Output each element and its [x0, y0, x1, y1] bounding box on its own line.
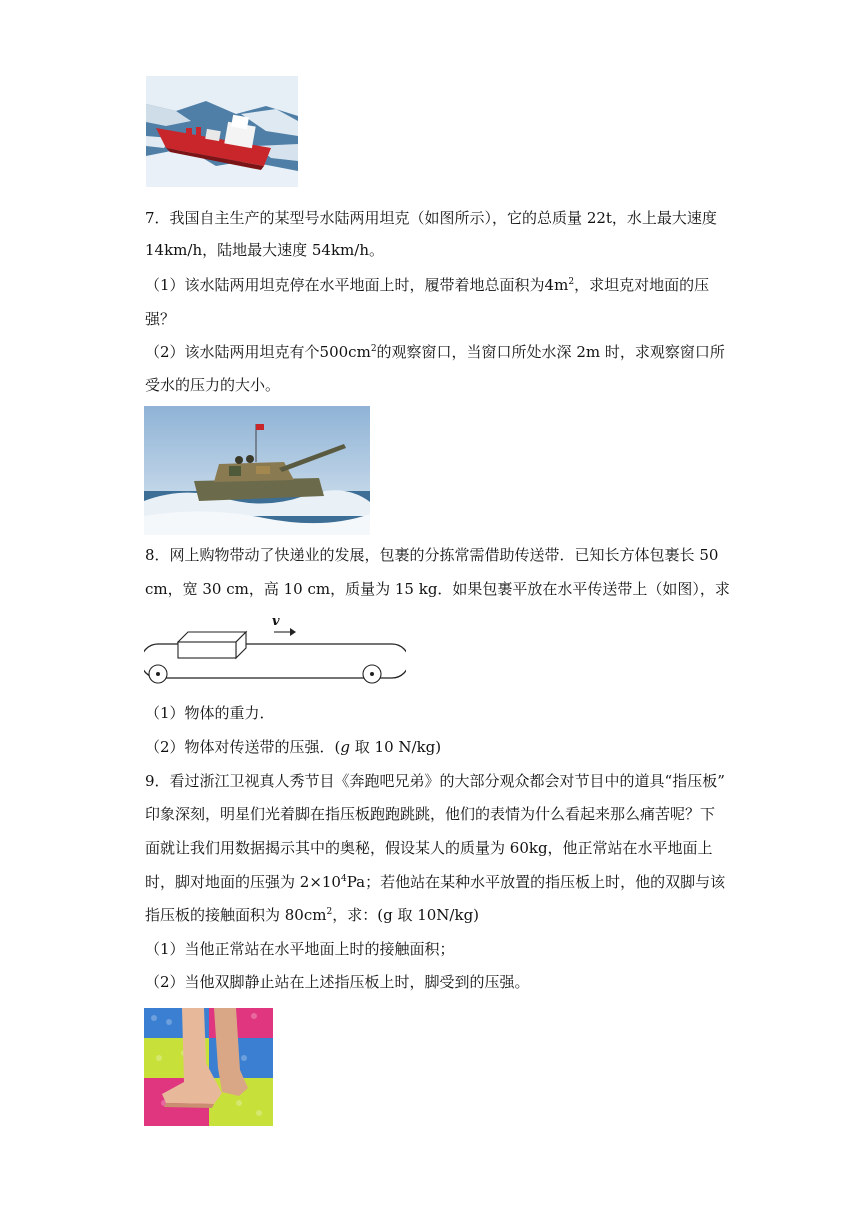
q9-line5-text-b: ，求：(g 取 10N/kg) [332, 906, 480, 924]
q7-part2-text-b: 的观察窗口，当窗口所处水深 2m 时，求观察窗口所 [376, 343, 725, 361]
q7-part1-area: 4m [544, 276, 569, 294]
q7-part2-text: （2）该水陆两用坦克有个 [145, 343, 320, 361]
q9-line2: 印象深刻，明星们光着脚在指压板跑跑跳跳，他们的表情为什么看起来那么痛苦呢？下 [145, 805, 716, 823]
q8-line2: cm，宽 30 cm，高 10 cm，质量为 15 kg．如果包裹平放在水平传送带上（如图），求 [145, 580, 730, 598]
q8-part2-text-b: 取 10 N/kg) [350, 738, 442, 756]
velocity-label: v [272, 614, 280, 629]
q7-part2-cont: 受水的压力的大小。 [145, 376, 281, 394]
q8-part2-g: g [340, 738, 351, 756]
q7-part2-window: 500cm [319, 343, 371, 361]
q9-part1: （1）当他正常站在水平地面上时的接触面积； [145, 940, 455, 958]
q8-part2 [145, 737, 441, 757]
acupressure-mat-photo [144, 1008, 273, 1126]
q9-line3: 面就让我们用数据揭示其中的奥秘，假设某人的质量为 60kg，他正常站在水平地面上 [145, 839, 713, 857]
q9-line4 [145, 872, 725, 892]
q7-part1-exp: 2 [568, 277, 575, 287]
q8-line1: 8．网上购物带动了快递业的发展，包裹的分拣常需借助传送带．已知长方体包裹长 50 [145, 546, 719, 564]
q9-line4-exp: 4 [340, 874, 347, 884]
icebreaker-ship-photo [146, 76, 298, 187]
q7-part2 [145, 342, 725, 362]
amphibious-tank-photo [144, 406, 370, 535]
q7-line2: 14km/h，陆地最大速度 54km/h。 [145, 241, 384, 259]
q8-part1: （1）物体的重力． [145, 704, 275, 722]
q7-part1 [145, 275, 709, 295]
q7-part1-cont: 强？ [145, 310, 176, 328]
q9-line1: 9．看过浙江卫视真人秀节目《奔跑吧兄弟》的大部分观众都会对节目中的道具“指压板” [145, 772, 725, 790]
q7-part1-text: （1）该水陆两用坦克停在水平地面上时，履带着地总面积为 [145, 276, 545, 294]
q7-part1-text-b: ，求坦克对地面的压 [574, 276, 710, 294]
conveyor-belt-diagram [144, 614, 406, 694]
q9-part2: （2）当他双脚静止站在上述指压板上时，脚受到的压强。 [145, 973, 530, 991]
q9-line5-exp: 2 [326, 907, 333, 917]
q8-part2-text: （2）物体对传送带的压强．( [145, 738, 341, 756]
q9-line4-text-b: Pa；若他站在某种水平放置的指压板上时，他的双脚与该 [346, 873, 726, 891]
q9-line5-text: 指压板的接触面积为 80cm [145, 906, 327, 924]
q9-line5 [145, 905, 479, 925]
q7-line1: 7．我国自主生产的某型号水陆两用坦克（如图所示），它的总质量 22t，水上最大速度 [145, 209, 717, 227]
q7-part2-exp: 2 [370, 344, 377, 354]
q9-line4-text: 时，脚对地面的压强为 2×10 [145, 873, 341, 891]
